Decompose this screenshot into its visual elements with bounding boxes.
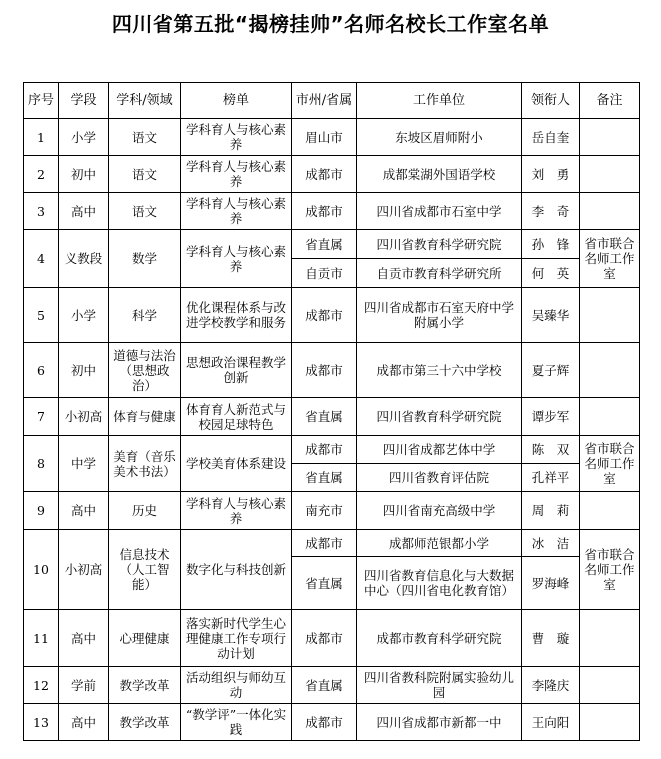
row-city: 成都市 [292, 436, 357, 464]
row-list: 学科育人与核心素养 [181, 230, 292, 288]
table-row [24, 193, 640, 230]
row-leader: 岳自奎 [522, 119, 580, 156]
table-row [24, 398, 640, 436]
row-index: 13 [24, 704, 59, 741]
row-note [580, 288, 640, 343]
header-note: 备注 [580, 83, 640, 119]
row-index: 3 [24, 193, 59, 230]
row-index: 9 [24, 492, 59, 530]
table-row [24, 530, 640, 557]
row-leader: 孙 锋 [522, 230, 580, 259]
row-subject: 科学 [109, 288, 181, 343]
table-row [24, 156, 640, 193]
row-unit: 四川省教育科学研究院 [357, 230, 522, 259]
row-index: 4 [24, 230, 59, 288]
table-row [24, 119, 640, 156]
row-index: 6 [24, 343, 59, 398]
row-subject: 教学改革 [109, 667, 181, 704]
row-stage: 高中 [59, 492, 109, 530]
header-stage: 学段 [59, 83, 109, 119]
row-note [580, 704, 640, 741]
table-row [24, 492, 640, 530]
row-city: 成都市 [292, 288, 357, 343]
row-stage: 小初高 [59, 398, 109, 436]
row-list: 学科育人与核心素养 [181, 156, 292, 193]
studio-table [23, 82, 640, 741]
row-list: 活动组织与师幼互动 [181, 667, 292, 704]
row-unit: 东坡区眉师附小 [357, 119, 522, 156]
row-stage: 小学 [59, 288, 109, 343]
table-row [24, 230, 640, 259]
row-city: 成都市 [292, 193, 357, 230]
row-list: 体育育人新范式与校园足球特色 [181, 398, 292, 436]
row-subject: 美育（音乐美术书法） [109, 436, 181, 492]
row-subject: 语文 [109, 119, 181, 156]
row-index: 12 [24, 667, 59, 704]
header-index: 序号 [24, 83, 59, 119]
row-city: 成都市 [292, 610, 357, 667]
row-unit: 四川省成都艺体中学 [357, 436, 522, 464]
row-unit: 四川省南充高级中学 [357, 492, 522, 530]
row-list: 落实新时代学生心理健康工作专项行动计划 [181, 610, 292, 667]
row-leader: 陈 双 [522, 436, 580, 464]
row-stage: 义教段 [59, 230, 109, 288]
header-unit: 工作单位 [357, 83, 522, 119]
row-list: 学科育人与核心素养 [181, 193, 292, 230]
row-note [580, 119, 640, 156]
row-note: 省市联合名师工作室 [580, 436, 640, 492]
header-subject: 学科/领域 [109, 83, 181, 119]
row-index: 11 [24, 610, 59, 667]
row-stage: 小初高 [59, 530, 109, 610]
row-list: “教学评”一体化实践 [181, 704, 292, 741]
row-leader: 刘 勇 [522, 156, 580, 193]
row-city: 成都市 [292, 343, 357, 398]
row-list: 数字化与科技创新 [181, 530, 292, 610]
row-subject: 信息技术（人工智能） [109, 530, 181, 610]
row-unit: 四川省教科院附属实验幼儿园 [357, 667, 522, 704]
row-unit: 成都棠湖外国语学校 [357, 156, 522, 193]
header-leader: 领衔人 [522, 83, 580, 119]
row-city: 省直属 [292, 230, 357, 259]
header-list: 榜单 [181, 83, 292, 119]
row-city: 成都市 [292, 156, 357, 193]
row-note: 省市联合名师工作室 [580, 230, 640, 288]
row-subject: 历史 [109, 492, 181, 530]
table-row [24, 343, 640, 398]
row-stage: 初中 [59, 156, 109, 193]
row-city: 省直属 [292, 557, 357, 610]
row-list: 思想政治课程教学创新 [181, 343, 292, 398]
row-unit: 四川省教育科学研究院 [357, 398, 522, 436]
header-city: 市州/省属 [292, 83, 357, 119]
row-note [580, 492, 640, 530]
row-leader: 何 英 [522, 259, 580, 288]
row-unit: 四川省成都市石室天府中学附属小学 [357, 288, 522, 343]
table-row [24, 436, 640, 464]
row-note [580, 610, 640, 667]
row-index: 7 [24, 398, 59, 436]
table-row [24, 610, 640, 667]
row-unit: 四川省成都市石室中学 [357, 193, 522, 230]
row-stage: 中学 [59, 436, 109, 492]
row-subject: 语文 [109, 193, 181, 230]
row-list: 优化课程体系与改进学校教学和服务 [181, 288, 292, 343]
row-leader: 夏子辉 [522, 343, 580, 398]
row-stage: 学前 [59, 667, 109, 704]
row-subject: 语文 [109, 156, 181, 193]
row-note [580, 343, 640, 398]
row-unit: 自贡市教育科学研究所 [357, 259, 522, 288]
row-list: 学科育人与核心素养 [181, 492, 292, 530]
row-unit: 四川省教育评估院 [357, 464, 522, 492]
row-leader: 王向阳 [522, 704, 580, 741]
row-index: 5 [24, 288, 59, 343]
row-note [580, 156, 640, 193]
row-index: 1 [24, 119, 59, 156]
row-leader: 孔祥平 [522, 464, 580, 492]
row-leader: 冰 洁 [522, 530, 580, 557]
row-city: 成都市 [292, 704, 357, 741]
row-unit: 四川省成都市新都一中 [357, 704, 522, 741]
row-subject: 心理健康 [109, 610, 181, 667]
row-list: 学校美育体系建设 [181, 436, 292, 492]
table-row [24, 288, 640, 343]
row-subject: 教学改革 [109, 704, 181, 741]
row-note [580, 667, 640, 704]
row-index: 10 [24, 530, 59, 610]
row-stage: 初中 [59, 343, 109, 398]
row-city: 省直属 [292, 464, 357, 492]
row-unit: 成都市教育科学研究院 [357, 610, 522, 667]
row-unit: 四川省教育信息化与大数据中心（四川省电化教育馆） [357, 557, 522, 610]
row-index: 2 [24, 156, 59, 193]
row-stage: 小学 [59, 119, 109, 156]
row-stage: 高中 [59, 193, 109, 230]
row-leader: 罗海峰 [522, 557, 580, 610]
row-city: 自贡市 [292, 259, 357, 288]
row-index: 8 [24, 436, 59, 492]
row-city: 省直属 [292, 667, 357, 704]
row-note: 省市联合名师工作室 [580, 530, 640, 610]
table-row [24, 667, 640, 704]
table-row [24, 704, 640, 741]
row-leader: 周 莉 [522, 492, 580, 530]
page-title: 四川省第五批“揭榜挂帅”名师名校长工作室名单 [111, 12, 550, 36]
row-subject: 数学 [109, 230, 181, 288]
row-leader: 李 奇 [522, 193, 580, 230]
row-leader: 李隆庆 [522, 667, 580, 704]
row-stage: 高中 [59, 704, 109, 741]
row-unit: 成都市第三十六中学校 [357, 343, 522, 398]
row-list: 学科育人与核心素养 [181, 119, 292, 156]
row-leader: 曹 璇 [522, 610, 580, 667]
row-leader: 吴臻华 [522, 288, 580, 343]
row-city: 成都市 [292, 530, 357, 557]
row-note [580, 193, 640, 230]
header-row [24, 83, 640, 119]
row-subject: 道德与法治（思想政治） [109, 343, 181, 398]
row-unit: 成都师范银都小学 [357, 530, 522, 557]
row-city: 省直属 [292, 398, 357, 436]
row-leader: 谭步军 [522, 398, 580, 436]
row-subject: 体育与健康 [109, 398, 181, 436]
row-city: 眉山市 [292, 119, 357, 156]
row-stage: 高中 [59, 610, 109, 667]
row-city: 南充市 [292, 492, 357, 530]
row-note [580, 398, 640, 436]
